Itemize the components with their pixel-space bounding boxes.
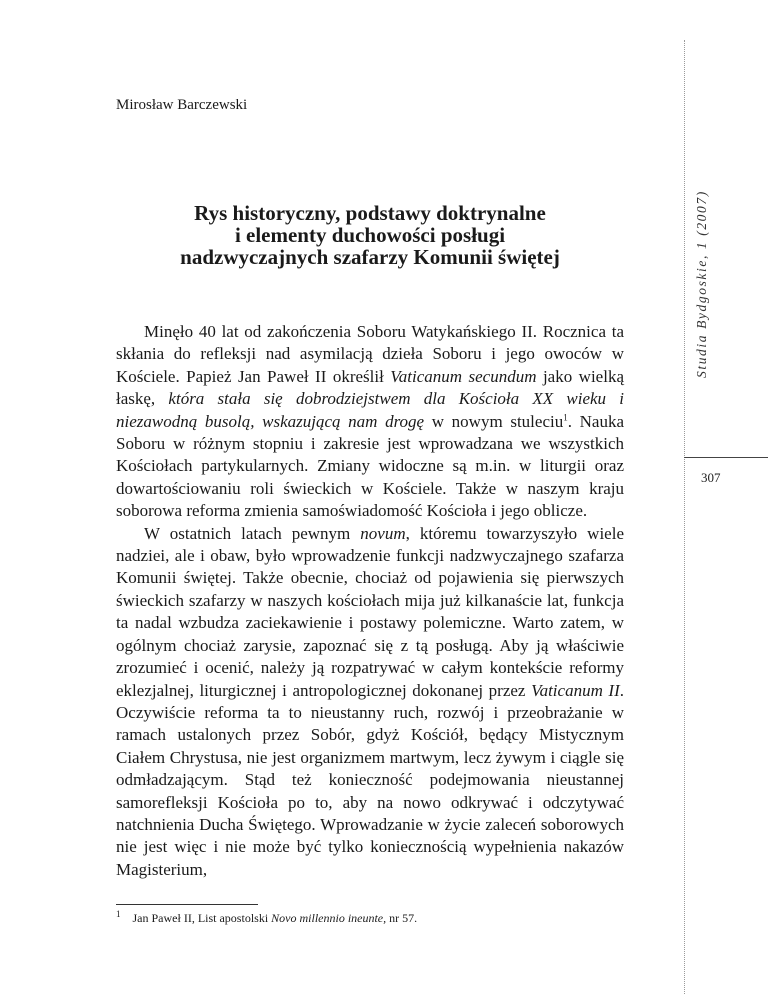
papal-quotation: która stała się dobrodziejstwem dla Kościoła XX wieku i niezawodną busolą, wskazującą nam drogę <box>116 389 624 431</box>
article-title <box>116 202 624 268</box>
title-line-1: Rys historyczny, podstawy doktrynalne <box>194 201 546 225</box>
paragraph-2: W ostatnich latach pewnym novum, któremu towarzyszyło wiele nadziei, ale i obaw, było wprowadzenie funkcji nadzwyczajnego szafarza Komunii świętej. Także obecnie, chociaż od pojawienia się pierwszych świeckich szafarzy w naszych kościołach mija już kilkanaście lat, funkcja ta nadal wzbudza zaciekawienie i postawy polemiczne. Warto zatem, w ogólnym chociaż zarysie, zapoznać się z tą posługą. Aby ją właściwie zrozumieć i ocenić, należy ją rozpatrywać w całym kontekście reformy eklezjalnej, liturgicznej i antropologicznej dokonanej przez Vaticanum II. Oczywiście reforma ta to nieustanny ruch, rozwój i przeobrażanie w ramach ustalonych przez Sobór, gdyż Kościół, będący Mistycznym Ciałem Chrystusa, nie jest organizmem martwym, lecz żywym i ciągle się odmładzającym. Stąd też konieczność podejmowania nieustannej samorefleksji Kościoła po to, aby na nowo odkrywać i odczytywać natchnienia Ducha Świętego. Wprowadzanie w życie zaleceń soborowych nie jest więc i nie może być tylko koniecznością wypełnienia nakazów Magisterium, <box>116 523 625 879</box>
article-body <box>116 321 624 881</box>
footnote <box>116 911 417 926</box>
paragraph-1: Minęło 40 lat od zakończenia Soboru Watykańskiego II. Rocznica ta skłania do refleksji nad asymilacją dzieła Soboru i jego owoców w Kościele. Papież Jan Paweł II określił Vaticanum secundum jako wielką łaskę, która stała się dobrodziejstwem dla Kościoła XX wieku i niezawodną busolą, wskazującą nam drogę w nowym stuleciu$^1$. Nauka Soboru w różnym stopniu i zakresie jest wprowadzana we wszystkich Kościołach partykularnych. Zmiany widoczne są m.in. w liturgii oraz dowartościowaniu roli świeckich w Kościele. Także w naszym kraju soborowa reforma zmienia samoświadomość Kościoła i jego oblicze. <box>116 322 624 521</box>
term-vaticanum-ii: Vaticanum II <box>531 680 620 700</box>
page-number-rule <box>684 457 768 458</box>
title-line-2: i elementy duchowości posługi <box>234 223 506 247</box>
footnote-separator <box>116 904 258 905</box>
margin-dotted-rule <box>684 40 685 994</box>
title-line-3: nadzwyczajnych szafarzy Komunii świętej <box>180 245 560 269</box>
term-novum: novum <box>360 523 406 543</box>
author-name: Mirosław Barczewski <box>116 97 248 113</box>
term-vaticanum-secundum: Vaticanum secundum <box>390 366 537 386</box>
footnote-text: Jan Paweł II, List apostolski Novo millennio ineunte, nr 57. <box>132 911 418 925</box>
page-number: 307 <box>701 470 721 485</box>
footnote-mark: 1 <box>116 909 121 919</box>
footnote-reference: 1 <box>563 411 568 422</box>
journal-running-head: Studia Bydgoskie, 1 (2007) <box>694 190 709 378</box>
